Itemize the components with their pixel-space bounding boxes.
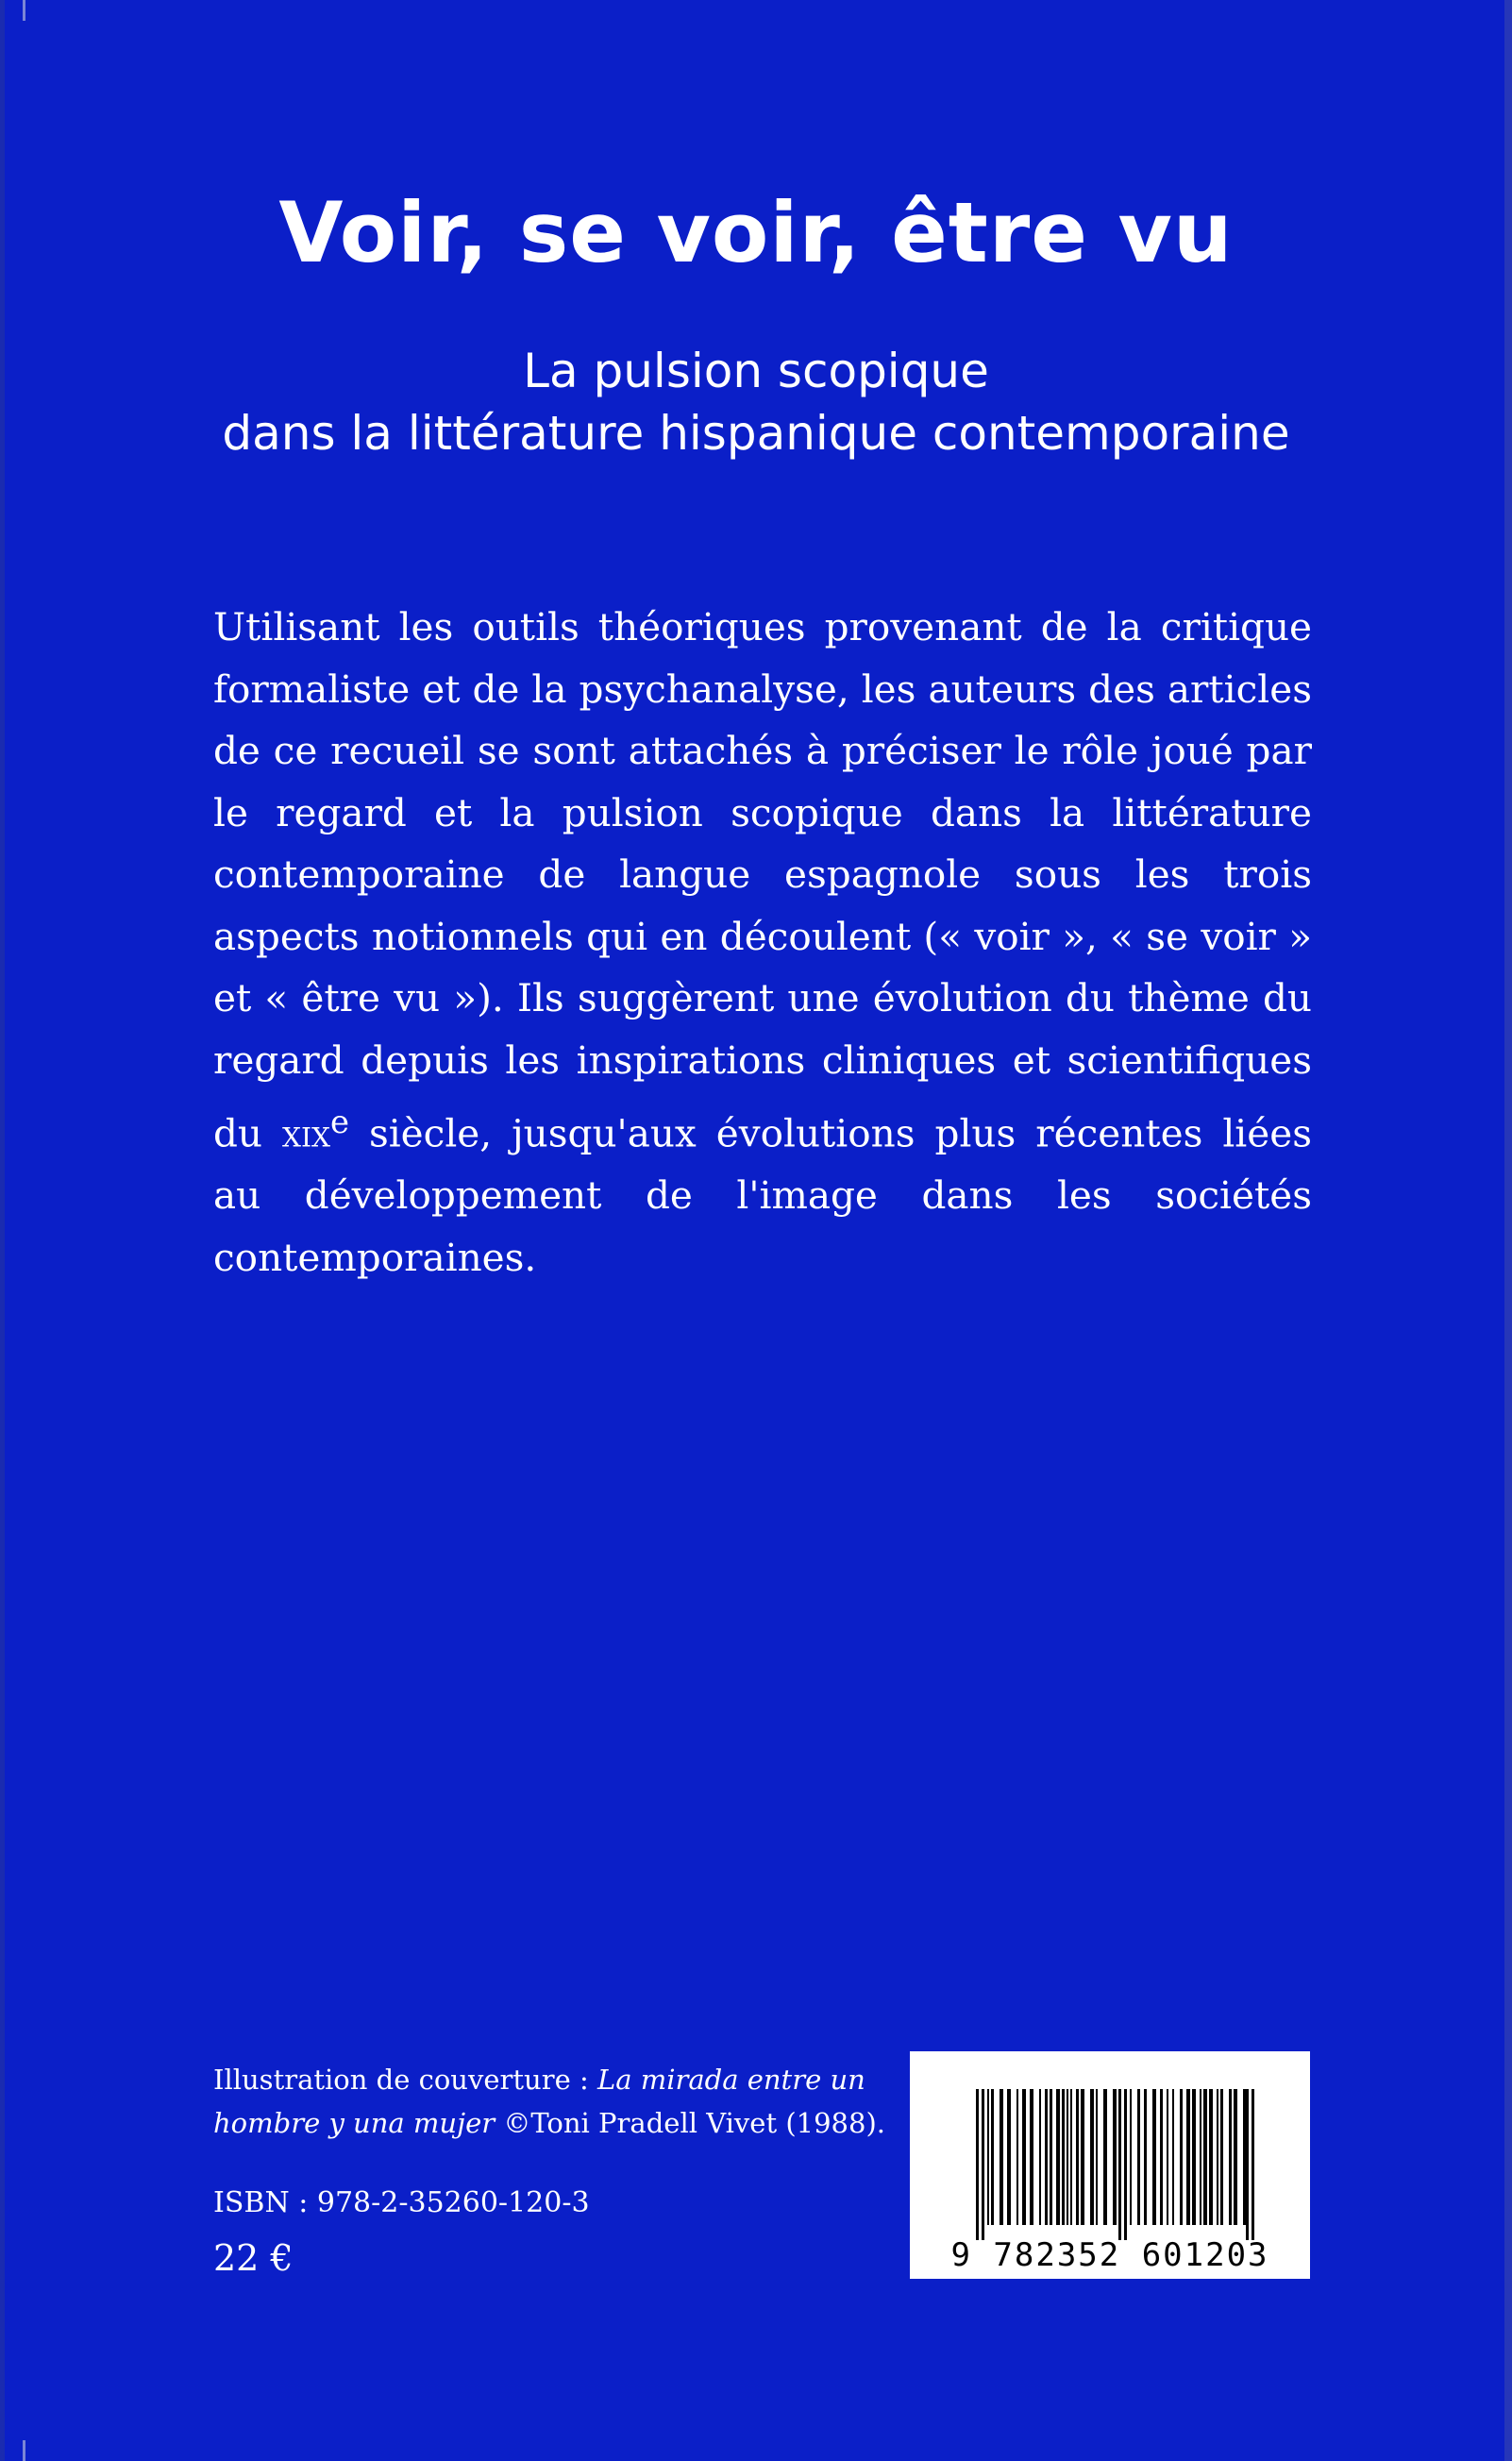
barcode-bar bbox=[1220, 2089, 1223, 2225]
blurb-text bbox=[213, 597, 1312, 1289]
barcode-bar bbox=[1113, 2089, 1117, 2225]
crop-mark-bottom bbox=[23, 2440, 25, 2461]
barcode-bar bbox=[976, 2089, 979, 2240]
barcode-bar bbox=[987, 2089, 989, 2225]
barcode-bar bbox=[1039, 2089, 1041, 2225]
barcode-bar bbox=[1186, 2089, 1190, 2225]
barcode-bar bbox=[1076, 2089, 1079, 2225]
barcode-bar bbox=[1090, 2089, 1094, 2225]
barcode-bar bbox=[1152, 2089, 1156, 2225]
barcode-bar bbox=[1016, 2089, 1018, 2225]
barcode-bar bbox=[1172, 2089, 1174, 2225]
barcode-bar bbox=[1160, 2089, 1163, 2225]
blurb-part-2: siècle, jusqu'aux évolutions plus récentes liées au développement de l'image dans les sociétés contemporaines. bbox=[213, 1110, 1312, 1280]
barcode-bar bbox=[1118, 2089, 1121, 2240]
barcode-bar bbox=[982, 2089, 984, 2240]
cover-illustration-credit bbox=[213, 2058, 912, 2145]
isbn: ISBN : 978-2-35260-120-3 bbox=[213, 2186, 590, 2219]
barcode-bar bbox=[1234, 2089, 1237, 2225]
credit-artwork-title: La mirada entre un hombre y una mujer bbox=[213, 2064, 865, 2139]
credit-rights: ©Toni Pradell Vivet (1988). bbox=[495, 2107, 885, 2139]
barcode-bar bbox=[1000, 2089, 1003, 2225]
barcode-bar bbox=[1070, 2089, 1072, 2225]
blurb-century: xix bbox=[282, 1110, 330, 1156]
credit-label: Illustration de couverture : bbox=[213, 2064, 597, 2096]
barcode-bar bbox=[1246, 2089, 1249, 2240]
blurb-century-sup: e bbox=[329, 1104, 349, 1140]
barcode-bar bbox=[1050, 2089, 1052, 2225]
barcode-bar bbox=[1103, 2089, 1107, 2225]
barcode-bar bbox=[1130, 2089, 1132, 2225]
barcode-bar bbox=[1200, 2089, 1201, 2225]
blurb-part-1: Utilisant les outils théoriques provenant de la critique formaliste et de la psychanalyse, les auteurs des articles de ce recueil se sont attachés à préciser le rôle joué par le regard et la pulsion scopique dans la littérature contemporaine de langue espagnole sous les trois aspects notionnels qui en découlent (« voir », « se voir » et « être vu »). Ils suggèrent une évolution du thème du regard depuis les inspirations cliniques et scientifiques du bbox=[213, 604, 1312, 1156]
barcode-bar bbox=[1022, 2089, 1026, 2225]
barcode-bar bbox=[1252, 2089, 1254, 2240]
barcode-bar bbox=[991, 2089, 994, 2225]
barcode-bar bbox=[1192, 2089, 1196, 2225]
barcode-bar bbox=[1045, 2089, 1048, 2225]
barcode-bar bbox=[1096, 2089, 1098, 2225]
barcode-bar bbox=[1124, 2089, 1127, 2240]
price: 22 € bbox=[213, 2237, 294, 2279]
book-title: Voir, se voir, être vu bbox=[278, 184, 1234, 281]
barcode-bar bbox=[1137, 2089, 1140, 2225]
barcode-bar bbox=[1081, 2089, 1084, 2225]
barcode-bar bbox=[1180, 2089, 1183, 2225]
barcode-bar bbox=[1243, 2089, 1246, 2225]
barcode-digits: 9 782352 601203 bbox=[950, 2236, 1269, 2274]
barcode-bar bbox=[1167, 2089, 1168, 2225]
barcode-bar bbox=[1030, 2089, 1033, 2225]
crop-mark-top bbox=[23, 0, 25, 21]
blurb-paragraph bbox=[213, 597, 1312, 1289]
subtitle-line-2: dans la littérature hispanique contemporaine bbox=[222, 406, 1290, 461]
barcode-bar bbox=[1203, 2089, 1207, 2225]
barcode-bar bbox=[1209, 2089, 1213, 2225]
book-subtitle bbox=[0, 340, 1512, 464]
barcode bbox=[910, 2051, 1310, 2279]
barcode-bar bbox=[1217, 2089, 1218, 2225]
barcode-bar bbox=[1007, 2089, 1011, 2225]
barcode-bar bbox=[1144, 2089, 1147, 2225]
barcode-bar bbox=[1056, 2089, 1060, 2225]
barcode-bar bbox=[1229, 2089, 1232, 2225]
barcode-bar bbox=[1067, 2089, 1068, 2225]
barcode-bar bbox=[1062, 2089, 1065, 2225]
subtitle-line-1: La pulsion scopique bbox=[523, 344, 989, 398]
